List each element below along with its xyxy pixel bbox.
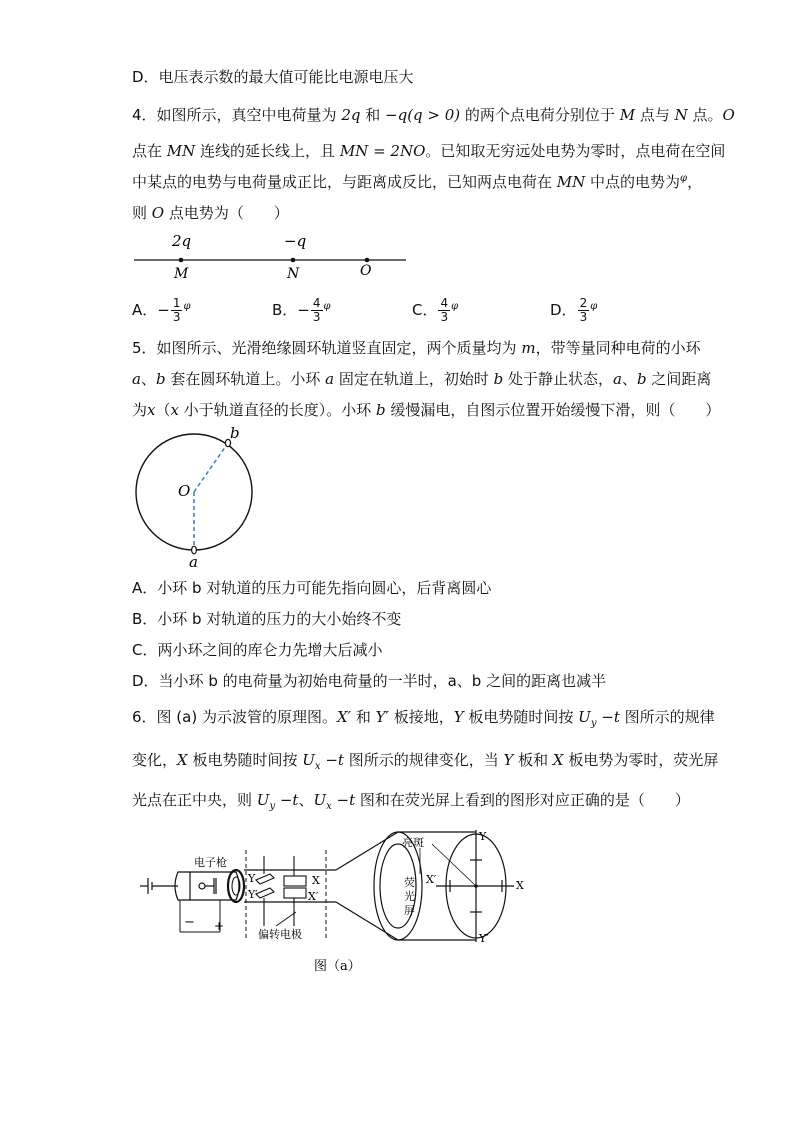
gun-label: 电子枪 — [194, 856, 227, 869]
q4-line-4: 则 O 点电势为（ ） — [132, 204, 289, 222]
q5-line-1: 5．如图所示、光滑绝缘圆环轨道竖直固定，两个质量均为 m，带等量同种电荷的小环 — [132, 339, 701, 357]
deflect-label: 偏转电极 — [258, 928, 302, 941]
x-prime-plate-label: X′ — [308, 890, 319, 903]
q5-option-a[interactable]: A．小环 b 对轨道的压力可能先指向圆心，后背离圆心 — [132, 579, 492, 597]
figure-caption: 图（a） — [314, 959, 361, 974]
spot-label: 亮斑 — [402, 836, 424, 849]
q4-line-1: 4．如图所示，真空中电荷量为 2q 和 −q(q > 0) 的两个点电荷分别位于 M 点与 N 点。O — [132, 106, 735, 124]
q5-option-b[interactable]: B．小环 b 对轨道的压力的大小始终不变 — [132, 610, 402, 628]
q4-option-c[interactable]: C． $\frac{4}{3}$ $^\varphi$ — [412, 296, 459, 324]
screen-y-label: Y — [479, 830, 487, 843]
q4-figure — [130, 228, 410, 284]
q6-line-3: 光点在正中央，则 $U_y -t$、$U_x -t$ 图和在荧光屏上看到的图形对应正确的是（ ） — [132, 791, 690, 812]
screen-front-view — [432, 830, 514, 942]
screen-x-label: X — [516, 879, 524, 892]
q4-option-d[interactable]: D． $\frac{2}{3}$ $^\varphi$ — [550, 296, 598, 324]
q4-line-3: 中某点的电势与电荷量成正比，与距离成反比，已知两点电荷在 MN 中点的电势为$^\varphi$， — [132, 173, 703, 191]
label-o: O — [360, 263, 372, 279]
label-n: N — [287, 266, 300, 282]
x-plate-label: X — [312, 874, 320, 887]
point-n — [291, 258, 296, 263]
q6-line-1: 6．图 (a) 为示波管的原理图。X′ 和 Y′ 板接地，Y 板电势随时间按 $U_y -t$ 图所示的规律 — [132, 708, 715, 729]
y-prime-plate-label: Y′ — [248, 888, 258, 901]
q4-option-b[interactable]: B．− $\frac{4}{3}$ $^\varphi$ — [272, 296, 331, 324]
charge-2q-label: 2q — [172, 232, 192, 250]
q5-option-d[interactable]: D．当小环 b 的电荷量为初始电荷量的一半时，a、b 之间的距离也减半 — [132, 672, 607, 690]
label-o-center: O — [178, 482, 191, 500]
y-plate-label: Y — [248, 872, 256, 885]
minus-sign: − — [184, 915, 195, 930]
anode-ring — [228, 870, 244, 902]
charge-neg-q-label: −q — [284, 232, 307, 250]
y-deflection-plates — [256, 856, 274, 926]
screen-center-spot — [474, 884, 478, 888]
oscilloscope-diagram — [136, 826, 536, 976]
q5-option-c[interactable]: C．两小环之间的库仑力先增大后减小 — [132, 641, 383, 659]
screen-label-2: 光 — [404, 890, 415, 903]
label-m: M — [174, 266, 189, 282]
q5-line-3: 为x（x 小于轨道直径的长度）。小环 b 缓慢漏电，自图示位置开始缓慢下滑，则（ ） — [132, 401, 721, 419]
q4-line-2: 点在 MN 连线的延长线上，且 MN = 2NO。已知取无穷远处电势为零时，点电荷在空间 — [132, 142, 726, 160]
point-o — [365, 258, 370, 263]
screen-label-1: 荧 — [404, 876, 415, 889]
screen-label-3: 屏 — [404, 904, 415, 917]
q5-line-2: a、b 套在圆环轨道上。小环 a 固定在轨道上，初始时 b 处于静止状态，a、b 之间距离 — [132, 370, 712, 388]
q4-option-a[interactable]: A．− $\frac{1}{3}$ $^\varphi$ — [132, 296, 191, 324]
q5-figure — [128, 425, 268, 573]
q6-line-2: 变化，X 板电势随时间按 $U_x -t$ 图所示的规律变化，当 Y 板和 X 板电势为零时，荧光屏 — [132, 751, 719, 772]
label-a: a — [189, 553, 198, 571]
screen-y-prime-label: Y′ — [479, 932, 489, 945]
prev-option-d: D．电压表示数的最大值可能比电源电压大 — [132, 68, 414, 86]
x-deflection-plates — [284, 856, 306, 926]
power-supply — [140, 878, 178, 894]
point-m — [179, 258, 184, 263]
plus-sign: + — [214, 919, 225, 933]
radius-to-b — [194, 443, 228, 492]
label-b: b — [230, 425, 240, 442]
screen-x-prime-label: X′ — [426, 873, 437, 886]
